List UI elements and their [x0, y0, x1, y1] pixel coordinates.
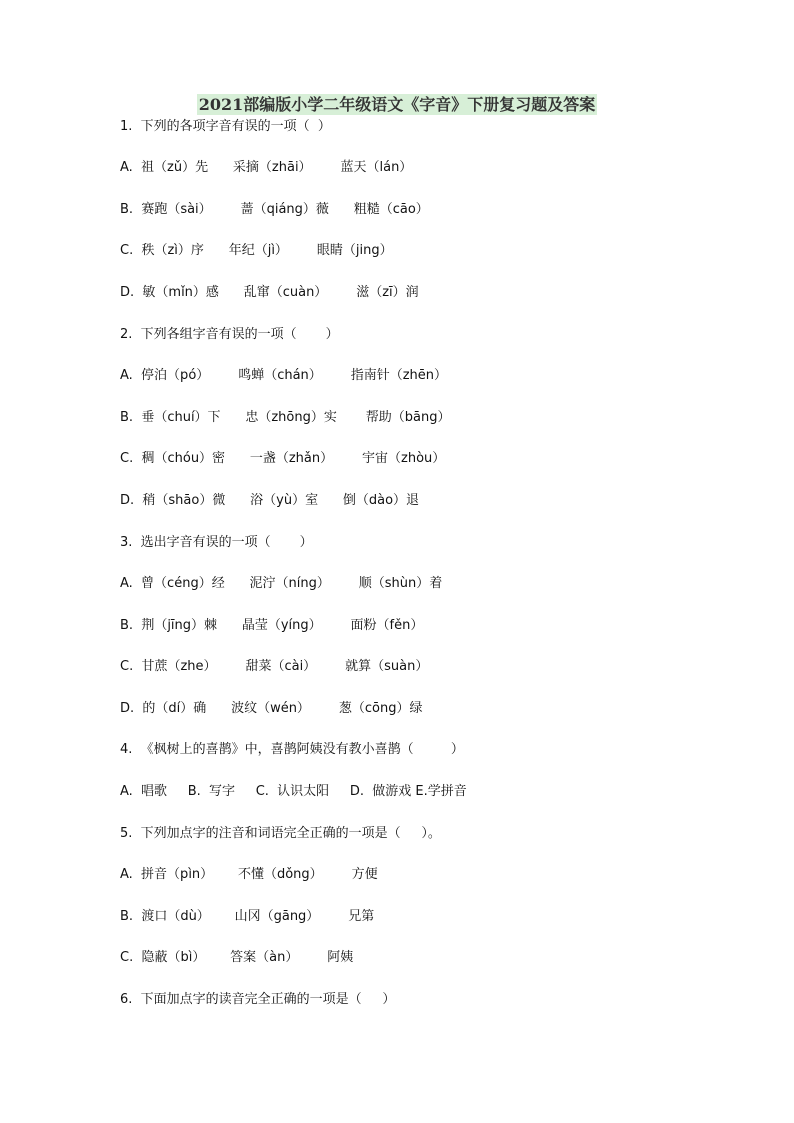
option-5b: B. 渡口（dù） 山冈（gāng） 兄第 [120, 909, 375, 924]
option-3a: A. 曾（céng）经 泥泞（níng） 顺（shùn）着 [120, 576, 443, 591]
title-text: 2021部编版小学二年级语文《字音》下册复习题及答案 [198, 95, 596, 114]
question-6: 6. 下面加点字的读音完全正确的一项是（ ） [120, 992, 396, 1007]
options-4: A. 唱歌 B. 写字 C. 认识太阳 D. 做游戏 E.学拼音 [120, 784, 467, 799]
option-1a: A. 祖（zǔ）先 采摘（zhāi） 蓝天（lán） [120, 160, 413, 175]
option-2a: A. 停泊（pó） 鸣蝉（chán） 指南针（zhēn） [120, 368, 448, 383]
option-3c: C. 甘蔗（zhe） 甜菜（cài） 就算（suàn） [120, 659, 429, 674]
question-1: 1. 下列的各项字音有误的一项（ ） [120, 119, 331, 134]
option-5c: C. 隐蔽（bì） 答案（àn） 阿姨 [120, 950, 354, 965]
option-3b: B. 荆（jīng）棘 晶莹（yíng） 面粉（fěn） [120, 618, 424, 633]
question-3: 3. 选出字音有误的一项（ ） [120, 535, 313, 550]
option-2b: B. 垂（chuí）下 忠（zhōng）实 帮助（bāng） [120, 410, 451, 425]
option-1d: D. 敏（mǐn）感 乱窜（cuàn） 滋（zī）润 [120, 285, 419, 300]
option-1c: C. 秩（zì）序 年纪（jì） 眼睛（jing） [120, 243, 393, 258]
option-2d: D. 稍（shāo）微 浴（yù）室 倒（dào）退 [120, 493, 420, 508]
question-2: 2. 下列各组字音有误的一项（ ） [120, 327, 339, 342]
question-5: 5. 下列加点字的注音和词语完全正确的一项是（ ）。 [120, 826, 441, 841]
document-title [0, 94, 794, 116]
question-4: 4. 《枫树上的喜鹊》中，喜鹊阿姨没有教小喜鹊（ ） [120, 742, 464, 757]
option-5a: A. 拼音（pìn） 不懂（dǒng） 方便 [120, 867, 378, 882]
option-1b: B. 赛跑（sài） 蔷（qiáng）薇 粗糙（cāo） [120, 202, 429, 217]
option-3d: D. 的（dí）确 波纹（wén） 葱（cōng）绿 [120, 701, 423, 716]
option-2c: C. 稠（chóu）密 一盏（zhǎn） 宇宙（zhòu） [120, 451, 446, 466]
